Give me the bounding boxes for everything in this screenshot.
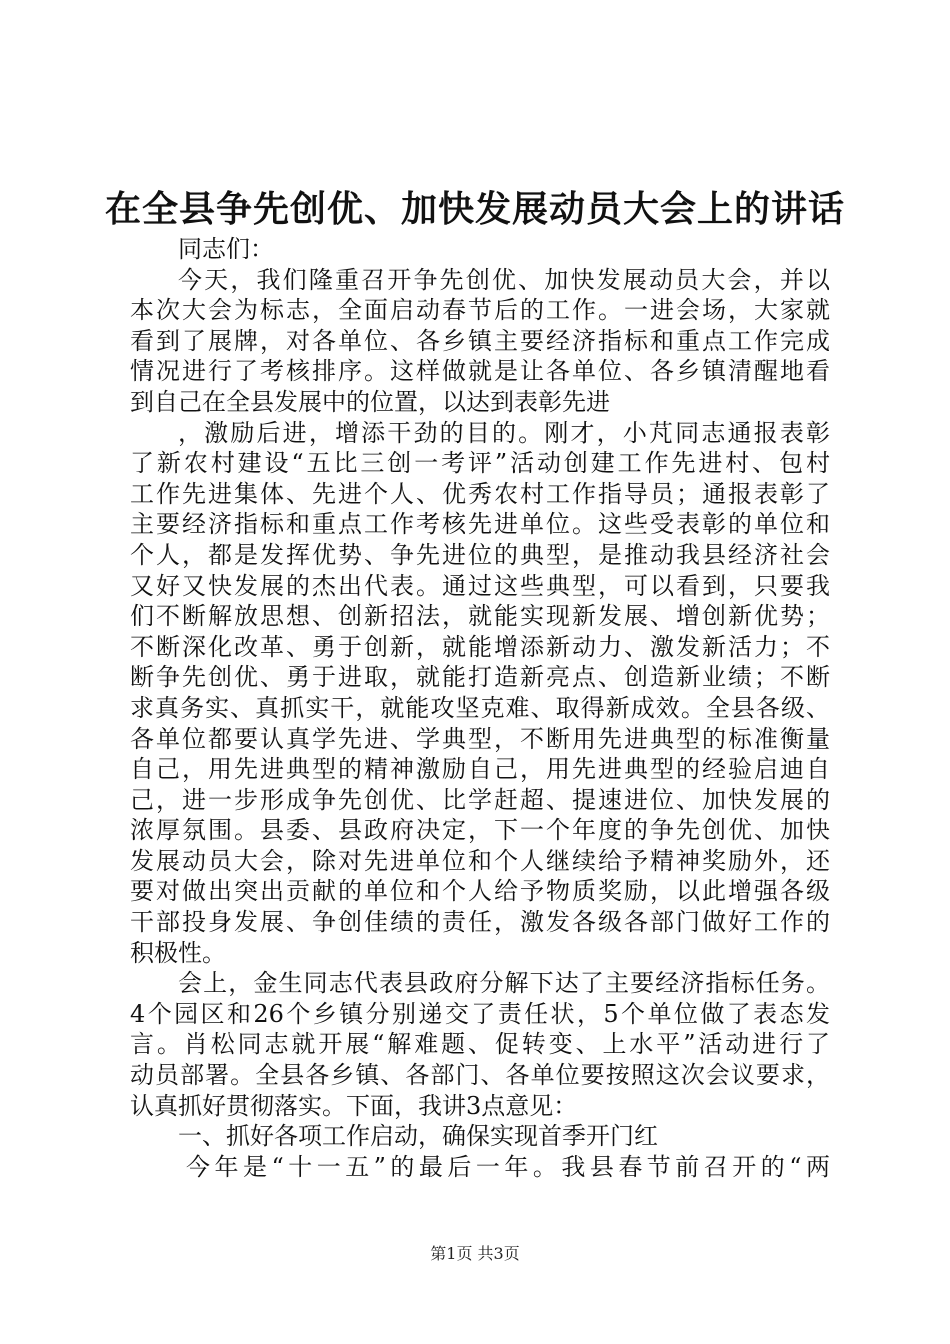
paragraph-line: 又好又快发展的杰出代表。通过这些典型，可以看到，只要我 (130, 571, 830, 600)
paragraph-line: 主要经济指标和重点工作考核先进单位。这些受表彰的单位和 (130, 510, 830, 539)
document-title: 在全县争先创优、加快发展动员大会上的讲话 (104, 188, 845, 230)
paragraph-line: 要对做出突出贡献的单位和个人给予物质奖励，以此增强各级 (130, 877, 830, 906)
paragraph-line: 求真务实、真抓实干，就能攻坚克难、取得新成效。全县各级、 (130, 693, 830, 722)
paragraph-line: 4个园区和26个乡镇分别递交了责任状，5个单位做了表态发 (130, 999, 830, 1028)
paragraph-line: 今年是“十一五”的最后一年。我县春节前召开的“两 (186, 1152, 830, 1181)
paragraph-line: 今天，我们隆重召开争先创优、加快发展动员大会，并以 (178, 265, 830, 294)
paragraph-line: ，激励后进，增添干劲的目的。刚才，小芃同志通报表彰 (178, 418, 830, 447)
section-heading: 一、抓好各项工作启动，确保实现首季开门红 (178, 1122, 658, 1151)
document-body (130, 234, 830, 1182)
page-number-footer: 第1页 共3页 (430, 1244, 520, 1263)
paragraph-line: 不断深化改革、勇于创新，就能增添新动力、激发新活力；不 (130, 632, 830, 661)
paragraph-line: 发展动员大会，除对先进单位和个人继续给予精神奖励外，还 (130, 846, 830, 875)
paragraph-line: 本次大会为标志，全面启动春节后的工作。一进会场，大家就 (130, 296, 830, 325)
paragraph-line: 各单位都要认真学先进、学典型，不断用先进典型的标准衡量 (130, 724, 830, 753)
paragraph-line: 己，进一步形成争先创优、比学赶超、提速进位、加快发展的 (130, 785, 830, 814)
paragraph-line: 了新农村建设“五比三创一考评”活动创建工作先进村、包村 (130, 449, 830, 478)
paragraph-line: 动员部署。全县各乡镇、各部门、各单位要按照这次会议要求， (130, 1061, 830, 1090)
paragraph-line: 言。肖松同志就开展“解难题、促转变、上水平”活动进行了 (130, 1030, 830, 1059)
paragraph-line: 们不断解放思想、创新招法，就能实现新发展、增创新优势； (130, 602, 830, 631)
paragraph-line: 认真抓好贯彻落实。下面，我讲3点意见： (130, 1091, 578, 1120)
paragraph-line: 干部投身发展、争创佳绩的责任，激发各级各部门做好工作的 (130, 908, 830, 937)
paragraph-line: 积极性。 (130, 938, 226, 967)
paragraph-line: 会上，金生同志代表县政府分解下达了主要经济指标任务。 (178, 969, 830, 998)
paragraph-line: 工作先进集体、先进个人、优秀农村工作指导员；通报表彰了 (130, 479, 830, 508)
paragraph-line: 浓厚氛围。县委、县政府决定，下一个年度的争先创优、加快 (130, 816, 830, 845)
paragraph-line: 自己，用先进典型的精神激励自己，用先进典型的经验启迪自 (130, 755, 830, 784)
paragraph-line: 个人，都是发挥优势、争先进位的典型，是推动我县经济社会 (130, 540, 830, 569)
paragraph-line: 看到了展牌，对各单位、各乡镇主要经济指标和重点工作完成 (130, 326, 830, 355)
paragraph-line: 到自己在全县发展中的位置，以达到表彰先进 (130, 387, 610, 416)
paragraph-line: 情况进行了考核排序。这样做就是让各单位、各乡镇清醒地看 (130, 357, 830, 386)
salutation: 同志们： (178, 235, 274, 263)
paragraph-line: 断争先创优、勇于进取，就能打造新亮点、创造新业绩；不断 (130, 663, 830, 692)
